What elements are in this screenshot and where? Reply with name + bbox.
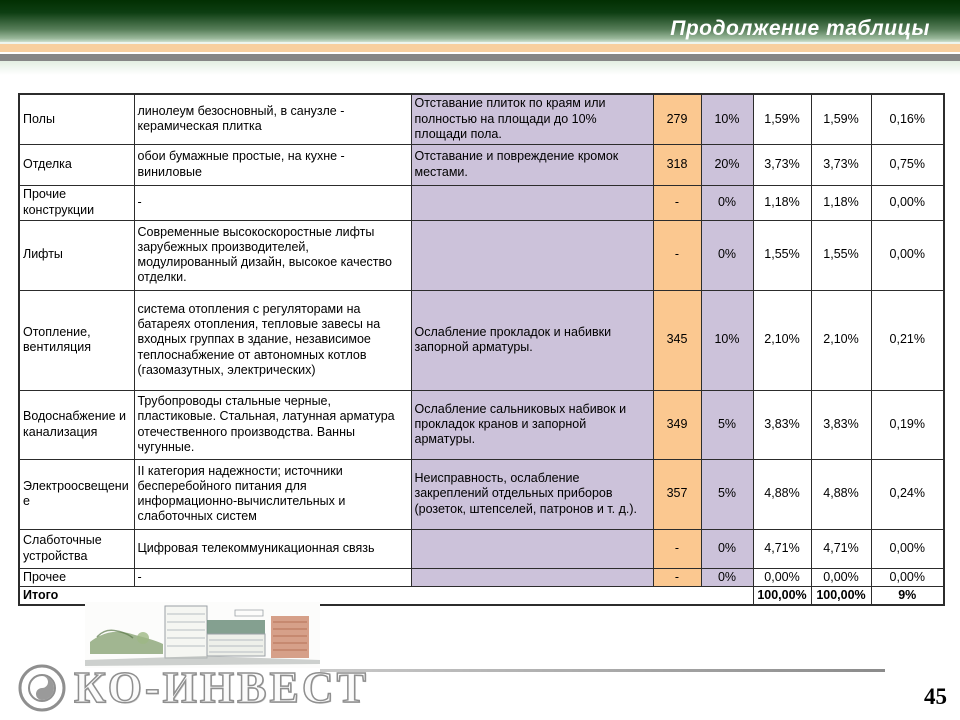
- wear-percent-cell: 10%: [701, 94, 753, 144]
- defect-cell: [411, 185, 653, 220]
- contribution-percent-cell: 0,24%: [871, 459, 944, 529]
- wear-percent-cell: 0%: [701, 568, 753, 586]
- wear-percent-cell: 0%: [701, 529, 753, 568]
- defect-cell: Ослабление прокладок и набивки запорной арматуры.: [411, 290, 653, 390]
- slide-title: Продолжение таблицы: [670, 17, 930, 40]
- contribution-percent-cell: 0,00%: [871, 220, 944, 290]
- table-row: [19, 185, 944, 220]
- weight-percent-cell: 4,71%: [753, 529, 811, 568]
- ko-invest-logo-text: КО-ИНВЕСТ: [74, 663, 369, 712]
- material-cell: -: [134, 185, 411, 220]
- component-name-cell: Прочие конструкции: [19, 185, 134, 220]
- material-cell: Трубопроводы стальные черные, пластиковые. Стальная, латунная арматура отечественного производства. Ванны чугунные.: [134, 390, 411, 459]
- defect-cell: [411, 220, 653, 290]
- component-name-cell: Водоснабжение и канализация: [19, 390, 134, 459]
- defect-cell: [411, 568, 653, 586]
- table-row: [19, 220, 944, 290]
- wear-percent-cell: 0%: [701, 185, 753, 220]
- total-contribution-percent-cell: 9%: [871, 586, 944, 605]
- header-fade: [0, 61, 960, 75]
- component-name-cell: Отопление, вентиляция: [19, 290, 134, 390]
- defect-cell: [411, 529, 653, 568]
- weight-percent-cell: 3,83%: [753, 390, 811, 459]
- weight-percent2-cell: 0,00%: [811, 568, 871, 586]
- header-accent-stripe-gray: [0, 54, 960, 61]
- material-cell: Современные высокоскоростные лифты зарубежных производителей, модулированный дизайн, высокое качество отделки.: [134, 220, 411, 290]
- component-name-cell: Слаботочные устройства: [19, 529, 134, 568]
- weight-percent2-cell: 3,73%: [811, 144, 871, 185]
- wear-percent-cell: 5%: [701, 390, 753, 459]
- wear-percent-cell: 0%: [701, 220, 753, 290]
- contribution-percent-cell: 0,00%: [871, 568, 944, 586]
- header-accent-stripe-peach: [0, 44, 960, 52]
- weight-percent-cell: 1,55%: [753, 220, 811, 290]
- table-row: [19, 94, 944, 144]
- weight-percent-cell: 1,18%: [753, 185, 811, 220]
- contribution-percent-cell: 0,75%: [871, 144, 944, 185]
- weight-percent-cell: 4,88%: [753, 459, 811, 529]
- defect-cell: Ослабление сальниковых набивок и прокладок кранов и запорной арматуры.: [411, 390, 653, 459]
- table-row: [19, 568, 944, 586]
- value-cell: -: [653, 220, 701, 290]
- header-banner: [0, 0, 960, 42]
- component-name-cell: Электроосвещение: [19, 459, 134, 529]
- weight-percent2-cell: 1,55%: [811, 220, 871, 290]
- weight-percent-cell: 3,73%: [753, 144, 811, 185]
- contribution-percent-cell: 0,00%: [871, 185, 944, 220]
- defect-cell: Неисправность, ослабление закреплений отдельных приборов (розеток, штепселей, патронов и т. д.).: [411, 459, 653, 529]
- wear-percent-cell: 20%: [701, 144, 753, 185]
- value-cell: -: [653, 568, 701, 586]
- value-cell: -: [653, 185, 701, 220]
- value-cell: 349: [653, 390, 701, 459]
- weight-percent2-cell: 4,88%: [811, 459, 871, 529]
- table-row: [19, 459, 944, 529]
- material-cell: обои бумажные простые, на кухне - виниловые: [134, 144, 411, 185]
- weight-percent-cell: 2,10%: [753, 290, 811, 390]
- table-row: [19, 290, 944, 390]
- ko-invest-logo-icon: [16, 662, 68, 714]
- table-row: [19, 390, 944, 459]
- weight-percent2-cell: 1,59%: [811, 94, 871, 144]
- value-cell: 318: [653, 144, 701, 185]
- footer-divider-line: [320, 669, 885, 672]
- component-name-cell: Прочее: [19, 568, 134, 586]
- weight-percent2-cell: 1,18%: [811, 185, 871, 220]
- defect-cell: Отставание и повреждение кромок местами.: [411, 144, 653, 185]
- building-sketch-image: [85, 602, 320, 668]
- weight-percent-cell: 1,59%: [753, 94, 811, 144]
- table-row: [19, 529, 944, 568]
- defect-cell: Отставание плиток по краям или полностью на площади до 10% площади пола.: [411, 94, 653, 144]
- value-cell: 279: [653, 94, 701, 144]
- total-weight-percent-cell: 100,00%: [753, 586, 811, 605]
- contribution-percent-cell: 0,21%: [871, 290, 944, 390]
- wear-assessment-table: [18, 93, 945, 606]
- total-label-cell: Итого: [19, 586, 753, 605]
- value-cell: -: [653, 529, 701, 568]
- weight-percent2-cell: 4,71%: [811, 529, 871, 568]
- wear-percent-cell: 5%: [701, 459, 753, 529]
- component-name-cell: Отделка: [19, 144, 134, 185]
- value-cell: 345: [653, 290, 701, 390]
- contribution-percent-cell: 0,16%: [871, 94, 944, 144]
- page-number: 45: [924, 684, 947, 709]
- total-weight-percent2-cell: 100,00%: [811, 586, 871, 605]
- weight-percent2-cell: 3,83%: [811, 390, 871, 459]
- wear-percent-cell: 10%: [701, 290, 753, 390]
- component-name-cell: Полы: [19, 94, 134, 144]
- material-cell: Цифровая телекоммуникационная связь: [134, 529, 411, 568]
- table-row: [19, 144, 944, 185]
- value-cell: 357: [653, 459, 701, 529]
- material-cell: II категория надежности; источники бесперебойного питания для информационно-вычислительных и слаботочных систем: [134, 459, 411, 529]
- material-cell: система отопления с регуляторами на батареях отопления, тепловые завесы на входных группах в здание, независимое теплоснабжение от автономных котлов (газомазутных, электрических): [134, 290, 411, 390]
- weight-percent-cell: 0,00%: [753, 568, 811, 586]
- contribution-percent-cell: 0,00%: [871, 529, 944, 568]
- material-cell: -: [134, 568, 411, 586]
- component-name-cell: Лифты: [19, 220, 134, 290]
- weight-percent2-cell: 2,10%: [811, 290, 871, 390]
- material-cell: линолеум безосновный, в санузле - керамическая плитка: [134, 94, 411, 144]
- contribution-percent-cell: 0,19%: [871, 390, 944, 459]
